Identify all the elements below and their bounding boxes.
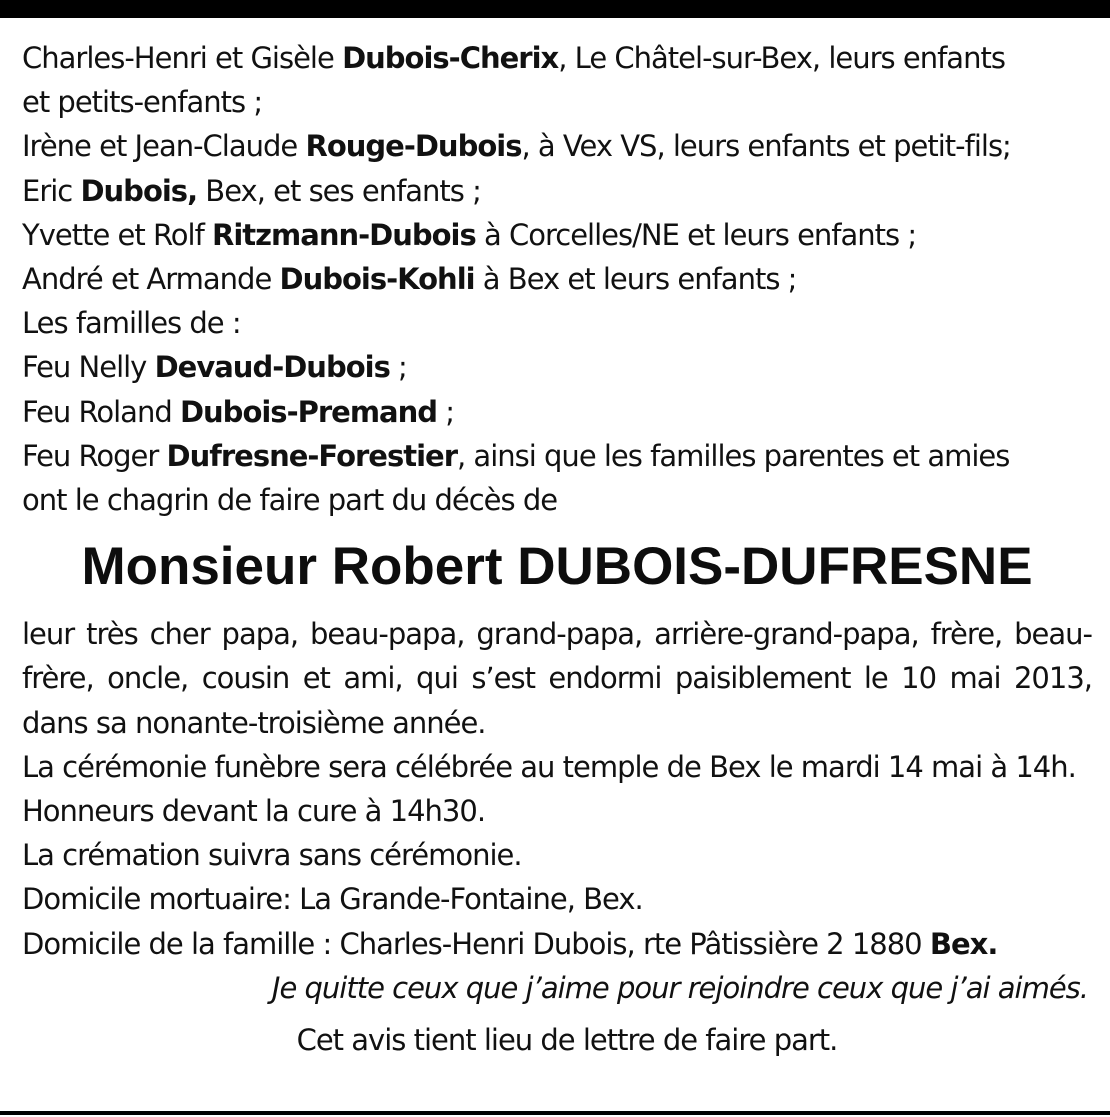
family-line: et petits-enfants ; (22, 85, 263, 120)
notice-body (22, 612, 1092, 1062)
cremation-line: La crémation suivra sans cérémonie. (22, 838, 522, 873)
family-surname: Dufresne-Forestier (166, 438, 457, 473)
family-address-line: Domicile de la famille : Charles-Henri Dubois, rte Pâtissière 2 1880 Bex. (22, 926, 998, 961)
top-rule (0, 0, 1110, 18)
family-line: Feu Nelly Devaud-Dubois ; (22, 350, 407, 385)
family-surname: Ritzmann-Dubois (212, 217, 476, 252)
family-line: Yvette et Rolf Ritzmann-Dubois à Corcelles/NE et leurs enfants ; (22, 217, 917, 252)
family-surname: Dubois-Premand (179, 394, 438, 429)
family-surname: Dubois-Cherix (342, 41, 559, 75)
deceased-name: Monsieur Robert DUBOIS-DUFRESNE (81, 537, 1033, 597)
death-notice (22, 36, 1092, 1062)
family-surname: Devaud-Dubois (154, 350, 390, 385)
family-line: Eric Dubois, Bex, et ses enfants ; (22, 173, 481, 208)
family-surname: Dubois, (80, 173, 198, 208)
family-line: Les familles de : (22, 306, 241, 341)
bottom-rule (0, 1111, 1110, 1115)
family-line: Irène et Jean-Claude Rouge-Dubois, à Vex VS, leurs enfants et petit-fils; (22, 129, 1011, 164)
epitaph-quote: Je quitte ceux que j’aime pour rejoindre ceux que j’ai aimés. (271, 970, 1088, 1005)
mortuary-address-line: Domicile mortuaire: La Grande-Fontaine, Bex. (22, 882, 643, 917)
family-line: Charles-Henri et Gisèle Dubois-Cherix, Le Châtel-sur-Bex, leurs enfants (22, 41, 1005, 75)
family-line: André et Armande Dubois-Kohli à Bex et leurs enfants ; (22, 262, 797, 297)
tribute-paragraph: leur très cher papa, beau-papa, grand-papa, arrière-grand-papa, frère, beau-frère, oncle, cousin et ami, qui s’est endormi paisiblement le 10 mai 2013, dans sa nonante-troisième année. (22, 617, 1092, 740)
family-list (22, 36, 1092, 522)
family-surname: Rouge-Dubois (305, 129, 522, 164)
honours-line: Honneurs devant la cure à 14h30. (22, 794, 486, 829)
family-line: Feu Roland Dubois-Premand ; (22, 394, 455, 429)
family-surname: Dubois-Kohli (279, 262, 475, 297)
ceremony-paragraph: La cérémonie funèbre sera célébrée au temple de Bex le mardi 14 mai à 14h. (22, 749, 1076, 784)
closing-note: Cet avis tient lieu de lettre de faire part. (296, 1023, 838, 1058)
family-line: ont le chagrin de faire part du décès de (22, 483, 558, 518)
family-line: Feu Roger Dufresne-Forestier, ainsi que les familles parentes et amies (22, 438, 1010, 473)
family-address-town: Bex. (929, 926, 998, 961)
